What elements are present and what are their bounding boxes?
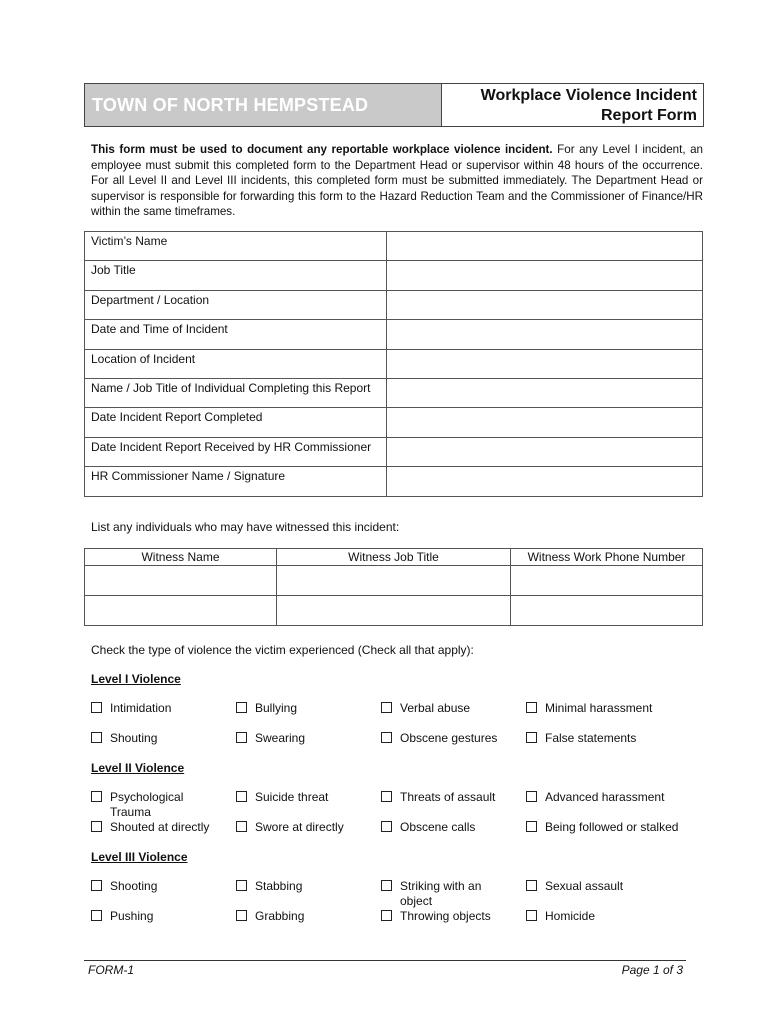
checkbox-label: Swore at directly xyxy=(255,820,344,834)
field-value[interactable] xyxy=(387,320,703,349)
checkbox-label: False statements xyxy=(545,731,637,745)
checkbox-label: Intimidation xyxy=(110,701,172,715)
violence-type-prompt: Check the type of violence the victim experienced (Check all that apply): xyxy=(91,643,474,657)
form-title-line1: Workplace Violence Incident xyxy=(480,87,697,104)
witness-table xyxy=(84,548,703,626)
checkbox-item[interactable] xyxy=(381,731,497,746)
checkbox-item[interactable] xyxy=(236,909,304,924)
checkbox-item[interactable] xyxy=(526,909,595,924)
checkbox-label: Verbal abuse xyxy=(400,701,471,715)
checkbox[interactable] xyxy=(236,821,247,832)
checkbox[interactable] xyxy=(526,732,537,743)
form-title-line2: Report Form xyxy=(601,107,697,124)
witness-name-header: Witness Name xyxy=(85,549,277,566)
field-label: Name / Job Title of Individual Completing this Report xyxy=(85,378,387,407)
table-row xyxy=(85,290,703,319)
witness-prompt: List any individuals who may have witnessed this incident: xyxy=(91,520,400,534)
footer-divider xyxy=(84,960,686,961)
checkbox[interactable] xyxy=(236,702,247,713)
checkbox[interactable] xyxy=(236,732,247,743)
table-row xyxy=(85,408,703,437)
level-2-heading: Level II Violence xyxy=(91,761,185,775)
checkbox-item[interactable] xyxy=(91,820,209,835)
witness-phone-cell[interactable] xyxy=(511,566,703,596)
field-label: Location of Incident xyxy=(85,349,387,378)
checkbox-label: Obscene calls xyxy=(400,820,476,834)
field-value[interactable] xyxy=(387,349,703,378)
checkbox[interactable] xyxy=(526,821,537,832)
checkbox[interactable] xyxy=(236,880,247,891)
checkbox-label: Throwing objects xyxy=(400,909,491,923)
table-row xyxy=(85,232,703,261)
checkbox-item[interactable] xyxy=(526,731,636,746)
checkbox-item[interactable] xyxy=(381,820,475,835)
checkbox-item[interactable] xyxy=(526,790,664,805)
intro-bold: This form must be used to document any reportable workplace violence incident. xyxy=(91,143,553,156)
checkbox-label: Psychological Trauma xyxy=(110,790,184,819)
table-row xyxy=(85,566,703,596)
checkbox[interactable] xyxy=(91,910,102,921)
checkbox[interactable] xyxy=(381,791,392,802)
checkbox[interactable] xyxy=(526,702,537,713)
checkbox[interactable] xyxy=(91,732,102,743)
witness-job-title-cell[interactable] xyxy=(277,566,511,596)
field-label: Date Incident Report Completed xyxy=(85,408,387,437)
checkbox-item[interactable] xyxy=(381,790,495,805)
checkbox[interactable] xyxy=(526,791,537,802)
checkbox-item[interactable] xyxy=(526,701,652,716)
table-row xyxy=(85,349,703,378)
field-value[interactable] xyxy=(387,467,703,496)
checkbox-item[interactable] xyxy=(91,879,157,894)
table-row xyxy=(85,467,703,496)
checkbox-item[interactable] xyxy=(236,820,344,835)
field-label: Job Title xyxy=(85,261,387,290)
table-row xyxy=(85,378,703,407)
checkbox-label: Shouted at directly xyxy=(110,820,210,834)
intro-rest: For any Level I incident, an employee must submit this completed form to the Department Head or supervisor within 48 hours of the occurrence. For all Level II and Level III incidents, this completed form must be submitted immediately. The Department Head or supervisor is responsible for forwarding this form to the Hazard Reduction Team and the Commissioner of Finance/HR within the same timeframes. xyxy=(91,143,703,219)
checkbox-label: Minimal harassment xyxy=(545,701,653,715)
form-header xyxy=(84,83,704,127)
field-label: Victim’s Name xyxy=(85,232,387,261)
checkbox-label: Obscene gestures xyxy=(400,731,498,745)
checkbox[interactable] xyxy=(381,880,392,891)
table-row xyxy=(85,261,703,290)
field-value[interactable] xyxy=(387,290,703,319)
checkbox-label: Threats of assault xyxy=(400,790,496,804)
checkbox-item[interactable] xyxy=(91,731,157,746)
table-row xyxy=(85,596,703,626)
checkbox-label: Striking with an object xyxy=(400,879,482,908)
checkbox-label: Pushing xyxy=(110,909,154,923)
checkbox-item[interactable] xyxy=(381,701,470,716)
checkbox[interactable] xyxy=(381,702,392,713)
checkbox[interactable] xyxy=(91,821,102,832)
field-value[interactable] xyxy=(387,378,703,407)
checkbox-label: Stabbing xyxy=(255,879,303,893)
witness-phone-cell[interactable] xyxy=(511,596,703,626)
checkbox-label: Homicide xyxy=(545,909,596,923)
checkbox-label: Suicide threat xyxy=(255,790,329,804)
checkbox-item[interactable] xyxy=(91,701,171,716)
field-value[interactable] xyxy=(387,408,703,437)
checkbox-item[interactable] xyxy=(236,790,328,805)
witness-phone-header: Witness Work Phone Number xyxy=(511,549,703,566)
checkbox-item[interactable] xyxy=(236,731,305,746)
checkbox-item[interactable] xyxy=(236,879,302,894)
checkbox-item[interactable] xyxy=(91,909,153,924)
field-label: HR Commissioner Name / Signature xyxy=(85,467,387,496)
level-3-heading: Level III Violence xyxy=(91,850,188,864)
witness-job-title-cell[interactable] xyxy=(277,596,511,626)
checkbox-label: Swearing xyxy=(255,731,306,745)
checkbox[interactable] xyxy=(91,791,102,802)
table-header-row xyxy=(85,549,703,566)
field-value[interactable] xyxy=(387,261,703,290)
org-name: TOWN OF NORTH HEMPSTEAD xyxy=(85,84,442,126)
witness-name-cell[interactable] xyxy=(85,596,277,626)
level-1-heading: Level I Violence xyxy=(91,672,181,686)
intro-paragraph xyxy=(91,142,703,220)
checkbox-item[interactable] xyxy=(91,790,200,819)
checkbox-item[interactable] xyxy=(236,701,297,716)
checkbox-item[interactable] xyxy=(526,820,678,835)
table-row xyxy=(85,320,703,349)
checkbox[interactable] xyxy=(526,880,537,891)
checkbox-label: Sexual assault xyxy=(545,879,624,893)
checkbox-item[interactable] xyxy=(381,879,495,908)
witness-name-cell[interactable] xyxy=(85,566,277,596)
form-id: FORM-1 xyxy=(88,963,134,977)
field-value[interactable] xyxy=(387,437,703,466)
checkbox-item[interactable] xyxy=(526,879,623,894)
page-number: Page 1 of 3 xyxy=(621,963,683,977)
checkbox[interactable] xyxy=(236,910,247,921)
checkbox[interactable] xyxy=(381,732,392,743)
checkbox-label: Bullying xyxy=(255,701,298,715)
checkbox-label: Shooting xyxy=(110,879,158,893)
field-label: Date and Time of Incident xyxy=(85,320,387,349)
field-value[interactable] xyxy=(387,232,703,261)
checkbox-label: Advanced harassment xyxy=(545,790,665,804)
field-label: Date Incident Report Received by HR Commissioner xyxy=(85,437,387,466)
checkbox[interactable] xyxy=(91,880,102,891)
checkbox-label: Grabbing xyxy=(255,909,305,923)
form-title xyxy=(442,84,703,126)
incident-info-table xyxy=(84,231,703,497)
checkbox[interactable] xyxy=(381,910,392,921)
witness-job-title-header: Witness Job Title xyxy=(277,549,511,566)
checkbox[interactable] xyxy=(526,910,537,921)
checkbox[interactable] xyxy=(91,702,102,713)
checkbox-label: Shouting xyxy=(110,731,158,745)
checkbox[interactable] xyxy=(236,791,247,802)
table-row xyxy=(85,437,703,466)
field-label: Department / Location xyxy=(85,290,387,319)
checkbox-label: Being followed or stalked xyxy=(545,820,679,834)
checkbox-item[interactable] xyxy=(381,909,491,924)
checkbox[interactable] xyxy=(381,821,392,832)
